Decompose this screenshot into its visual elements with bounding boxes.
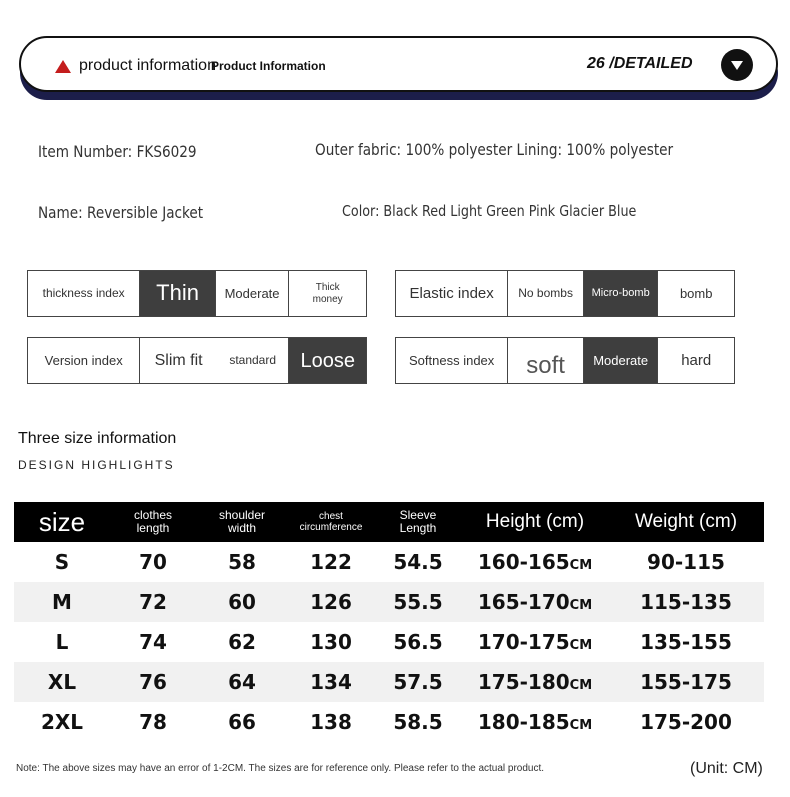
cell-size: 2XL	[14, 702, 110, 742]
version-option-loose: Loose	[289, 338, 366, 383]
cell-shoulder: 64	[196, 662, 288, 702]
unit-note: (Unit: CM)	[690, 760, 763, 777]
color-info: Color: Black Red Light Green Pink Glacier Blue	[342, 202, 637, 220]
thickness-index-table	[27, 270, 367, 317]
header-shoulder-width-line1: shoulder	[218, 507, 266, 522]
cell-length: 76	[110, 662, 196, 702]
size-section-subtitle: DESIGN HIGHLIGHTS	[18, 458, 175, 472]
size-table-header-row	[14, 502, 764, 542]
version-index-table	[27, 337, 367, 384]
cell-height-value: 180-185	[477, 710, 570, 734]
header-sleeve-line1: Sleeve	[399, 507, 437, 522]
elastic-index-label: Elastic index	[396, 271, 508, 316]
softness-index-table	[395, 337, 735, 384]
header-weight: Weight (cm)	[608, 502, 764, 542]
cell-height-unit: CM	[569, 598, 593, 613]
header-chest-line1: chest	[319, 511, 343, 522]
size-note: Note: The above sizes may have an error of 1-2CM. The sizes are for reference only. Please refer to the actual product.	[16, 763, 545, 774]
cell-height	[462, 702, 608, 742]
cell-chest: 126	[288, 582, 374, 622]
header-sleeve-length	[374, 502, 462, 542]
softness-option-soft: soft	[508, 338, 584, 383]
header-clothes-length-line2: length	[136, 521, 170, 535]
table-row	[14, 702, 764, 742]
cell-chest: 134	[288, 662, 374, 702]
cell-weight: 155-175	[608, 662, 764, 702]
cell-height-value: 165-170	[477, 590, 570, 614]
cell-height-value: 170-175	[477, 630, 570, 654]
table-row	[14, 662, 764, 702]
cell-shoulder: 58	[196, 542, 288, 582]
table-row	[14, 542, 764, 582]
cell-height	[462, 662, 608, 702]
size-table	[14, 502, 764, 742]
header-right-text: 26 /DETAILED	[587, 55, 693, 72]
product-name: Name: Reversible Jacket	[38, 203, 204, 222]
thickness-option-thick: Thick money	[312, 281, 343, 305]
size-section-title: Three size information	[18, 430, 177, 447]
cell-weight: 175-200	[608, 702, 764, 742]
softness-index-label: Softness index	[396, 338, 508, 383]
cell-sleeve: 54.5	[374, 542, 462, 582]
header-chest-circumference	[288, 502, 374, 542]
cell-weight: 135-155	[608, 622, 764, 662]
elastic-index-table	[395, 270, 735, 317]
cell-height	[462, 622, 608, 662]
triangle-icon	[55, 60, 71, 73]
cell-height-unit: CM	[569, 718, 593, 733]
header-bar	[19, 36, 778, 92]
cell-weight: 90-115	[608, 542, 764, 582]
elastic-option-no-bombs: No bombs	[508, 271, 584, 316]
cell-chest: 138	[288, 702, 374, 742]
softness-option-moderate: Moderate	[584, 338, 659, 383]
cell-size: M	[14, 582, 110, 622]
cell-height-unit: CM	[569, 558, 593, 573]
cell-size: XL	[14, 662, 110, 702]
header-shoulder-width	[196, 502, 288, 542]
cell-length: 78	[110, 702, 196, 742]
softness-option-hard: hard	[681, 351, 712, 369]
elastic-option-micro-bomb: Micro-bomb	[584, 271, 659, 316]
header-clothes-length	[110, 502, 196, 542]
version-index-label: Version index	[28, 338, 140, 383]
elastic-option-bomb: bomb	[679, 285, 713, 301]
header-clothes-length-line1: clothes	[133, 507, 173, 522]
cell-size: S	[14, 542, 110, 582]
cell-sleeve: 58.5	[374, 702, 462, 742]
fabric-info: Outer fabric: 100% polyester Lining: 100% polyester	[315, 140, 674, 159]
header-left-text: product information	[79, 57, 216, 74]
cell-size: L	[14, 622, 110, 662]
header-size: size	[14, 502, 110, 542]
header-shoulder-width-line2: width	[227, 521, 256, 535]
header-mid-text: Product Information	[211, 59, 326, 73]
table-row	[14, 582, 764, 622]
header-chest-line2: circumference	[299, 522, 363, 533]
cell-height-value: 160-165	[477, 550, 570, 574]
table-row	[14, 622, 764, 662]
cell-height-unit: CM	[569, 678, 593, 693]
cell-length: 74	[110, 622, 196, 662]
cell-height-value: 175-180	[477, 670, 570, 694]
cell-weight: 115-135	[608, 582, 764, 622]
thickness-option-thin: Thin	[140, 271, 216, 316]
cell-length: 70	[110, 542, 196, 582]
header-height: Height (cm)	[462, 502, 608, 542]
cell-shoulder: 60	[196, 582, 288, 622]
cell-chest: 130	[288, 622, 374, 662]
cell-sleeve: 56.5	[374, 622, 462, 662]
cell-sleeve: 55.5	[374, 582, 462, 622]
cell-shoulder: 66	[196, 702, 288, 742]
thickness-index-label: thickness index	[28, 271, 140, 316]
header-sleeve-line2: Length	[399, 521, 437, 535]
cell-height	[462, 542, 608, 582]
cell-sleeve: 57.5	[374, 662, 462, 702]
version-option-slim-fit: Slim fit	[154, 351, 203, 369]
version-option-standard: standard	[217, 338, 290, 383]
cell-length: 72	[110, 582, 196, 622]
chevron-down-icon[interactable]	[721, 49, 753, 81]
cell-height	[462, 582, 608, 622]
cell-shoulder: 62	[196, 622, 288, 662]
thickness-option-moderate: Moderate	[216, 271, 290, 316]
cell-height-unit: CM	[569, 638, 593, 653]
cell-chest: 122	[288, 542, 374, 582]
item-number: Item Number: FKS6029	[38, 142, 197, 161]
